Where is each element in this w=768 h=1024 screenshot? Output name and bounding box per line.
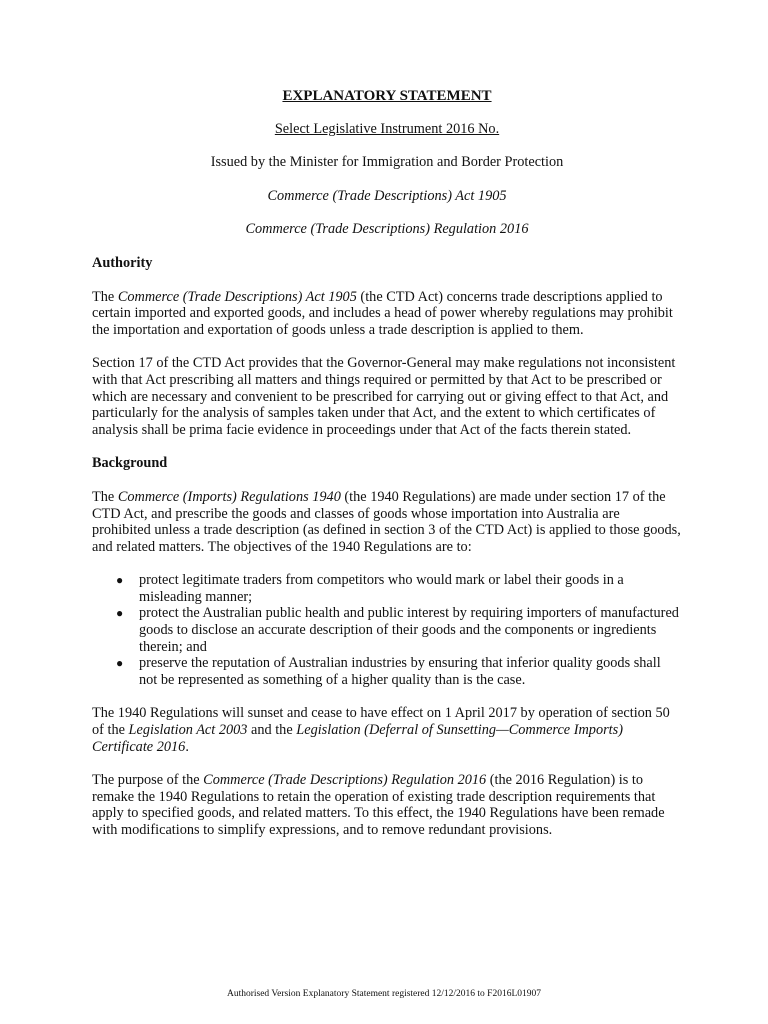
regulation-name: Commerce (Trade Descriptions) Regulation 2016: [245, 221, 529, 238]
bullet-icon: ●: [116, 656, 124, 671]
regulations-reference: Commerce (Imports) Regulations 1940: [117, 488, 341, 505]
bullet-icon: ●: [116, 573, 124, 588]
authority-paragraph-1: The Commerce (Trade Descriptions) Act 1905 (the CTD Act) concerns trade descriptions applied to certain imported and exported goods, and includes a head of power whereby regulations may prohibit the importation and exportation of goods unless a trade description is applied to them.: [92, 288, 673, 338]
act-name: Commerce (Trade Descriptions) Act 1905: [267, 187, 507, 204]
background-paragraph-2: The 1940 Regulations will sunset and cease to have effect on 1 April 2017 by operation of section 50 of the Legislation Act 2003 and the Legislation (Deferral of Sunsetting—Commerce Imports) Certificate 2016.: [92, 705, 670, 755]
list-item: ● protect the Australian public health and public interest by requiring importers of manufactured goods to disclose an accurate description of their goods and the components or ingredients therein; and: [116, 605, 679, 655]
background-heading: Background: [92, 455, 168, 472]
list-item: ● protect legitimate traders from competitors who would mark or label their goods in a misleading manner;: [116, 572, 624, 605]
background-paragraph-3: The purpose of the Commerce (Trade Descriptions) Regulation 2016 (the 2016 Regulation) is to remake the 1940 Regulations to retain the operation of existing trade description requirements that apply to specified goods, and related matters. To this effect, the 1940 Regulations have been remade with modifications to simplify expressions, and to remove redundant provisions.: [92, 772, 665, 838]
document-title: EXPLANATORY STATEMENT: [282, 88, 492, 104]
instrument-number: Select Legislative Instrument 2016 No.: [274, 120, 500, 137]
list-item: ● preserve the reputation of Australian industries by ensuring that inferior quality goods shall not be represented as something of a higher quality than is the case.: [116, 655, 661, 688]
act-reference: Commerce (Trade Descriptions) Act 1905: [117, 288, 357, 305]
authority-heading: Authority: [92, 254, 153, 271]
issuer-line: Issued by the Minister for Immigration and Border Protection: [210, 154, 564, 171]
background-paragraph-1: The Commerce (Imports) Regulations 1940 (the 1940 Regulations) are made under section 17 of the CTD Act, and prescribe the goods and classes of goods whose importation into Australia are prohibited unless a trade description (as defined in section 3 of the CTD Act) is applied to those goods, and related matters. The objectives of the 1940 Regulations are to:: [92, 488, 681, 555]
authorised-version-footer: Authorised Version Explanatory Statement registered 12/12/2016 to F2016L01907: [226, 989, 542, 999]
document-page: [92, 88, 682, 856]
objectives-list: [92, 572, 682, 688]
bullet-icon: ●: [116, 606, 124, 621]
authority-paragraph-2: Section 17 of the CTD Act provides that the Governor-General may make regulations not inconsistent with that Act prescribing all matters and things required or permitted by that Act to be prescribed or which are necessary and convenient to be prescribed for carrying out or giving effect to that Act, and particularly for the analysis of samples taken under that Act, and the extent to which certificates of analysis shall be prima facie evidence in proceedings under that Act of the facts therein stated.: [92, 355, 676, 438]
